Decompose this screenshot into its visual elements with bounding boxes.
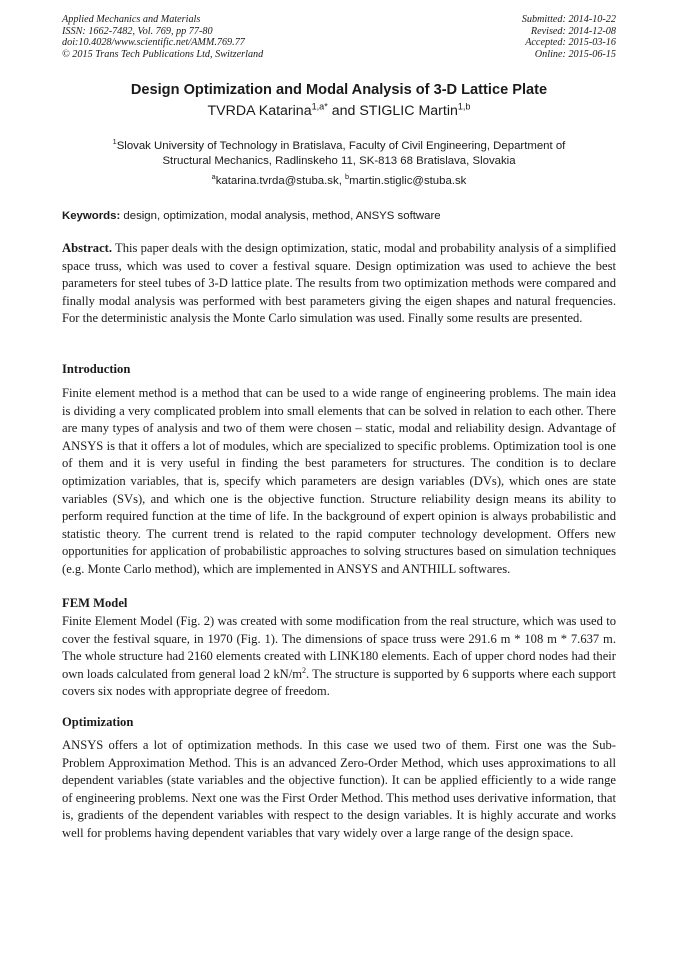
affiliation	[62, 139, 616, 169]
abstract	[62, 240, 616, 328]
issn-line: ISSN: 1662-7482, Vol. 769, pp 77-80	[62, 25, 213, 37]
email-a: katarina.tvrda@stuba.sk	[215, 175, 339, 187]
affiliation-line-1	[62, 139, 616, 154]
keywords	[62, 210, 616, 222]
author-connector: and	[327, 103, 360, 119]
author-line	[0, 103, 678, 119]
publication-header	[62, 14, 616, 60]
section-heading-fem-model: FEM Model	[62, 596, 128, 610]
section-text-optimization: ANSYS offers a lot of optimization methods. In this case we used two of them. First one was the Sub-Problem Approximation Method. This is an advanced Zero-Order Method, which uses approximations to all dependent variables (state variables and the objective function). It can be applied efficiently to a wide range of engineering problems. Next one was the First Order Method. This method uses derivative information, that is, gradients of the dependent variables with respect to the design variables. It is highly accurate and works well for problems having dependent variables that vary widely over a large range of the design space.	[62, 738, 616, 840]
header-right	[522, 14, 616, 60]
author-1-affil-sup: 1,a*	[311, 101, 328, 112]
online-date: Online: 2015-06-15	[534, 48, 616, 60]
email-separator: ,	[338, 175, 346, 187]
affiliation-line-1-text: Slovak University of Technology in Bratislava, Faculty of Civil Engineering, Department of	[116, 140, 566, 152]
fem-text-part-2: . The structure is supported by 6 supports where each support covers six nodes with appropriate degree of freedom.	[62, 666, 616, 699]
author-2-affil-sup: 1,b	[457, 101, 471, 112]
abstract-text: This paper deals with the design optimization, static, modal and probability analysis of a simplified space truss, which was used to cover a festival square. Design optimization was used to achieve the best parameters for steel tubes of 3-D lattice plate. The results from two optimization methods were compared and finally modal analysis was performed with best parameters giving the eigen shapes and natural frequencies. For the deterministic analysis the Monte Carlo simulation was used. Finally some results are presented.	[62, 241, 616, 326]
author-1: TVRDA Katarina	[207, 103, 312, 119]
email-line	[0, 172, 678, 187]
revised-date: Revised: 2014-12-08	[530, 25, 616, 37]
email-a-sup: a	[211, 172, 216, 182]
accepted-date: Accepted: 2015-03-16	[525, 37, 616, 49]
keywords-label: Keywords:	[62, 210, 121, 222]
section-heading-introduction: Introduction	[62, 362, 131, 376]
section-text-introduction: Finite element method is a method that can be used to a wide range of engineering problems. The main idea is dividing a very complicated problem into small elements that can be solved in relation to each other. There are many types of analysis and two of them were chosen – static, modal and reliability design. Advantage of ANSYS is that it offers a lot of modules, which are specialized to specific problems. Optimization tool is one of them and it is very useful in finding the best parameters for structures. The condition is to declare optimization variables, that is, specify which parameters are design variables (DVs), which ones are state variables (SVs), and which one is the objective function. Structure reliability design means its ability to perform required function at the time of life. In the background of expert opinion is always probabilistic and statistic theory. The current trend is related to the rapid computer technology development. Offers new opportunities for application of probabilistic approaches to solving structures based on simulation techniques (e.g. Monte Carlo method), which are implemented in ANSYS and ANTHILL softwares.	[62, 386, 616, 576]
abstract-label: Abstract.	[62, 241, 113, 255]
affiliation-sup: 1	[112, 137, 117, 147]
doi-line: doi:10.4028/www.scientific.net/AMM.769.77	[62, 37, 245, 49]
header-left	[62, 14, 263, 60]
submitted-date: Submitted: 2014-10-22	[521, 14, 616, 25]
section-text-fem-model	[62, 613, 616, 701]
paper-title: Design Optimization and Modal Analysis of 3-D Lattice Plate	[130, 82, 548, 98]
section-heading-optimization: Optimization	[62, 715, 134, 729]
keywords-text: design, optimization, modal analysis, method, ANSYS software	[120, 210, 441, 222]
fem-unit-sup: 2	[302, 665, 307, 675]
fem-text-part-1: Finite Element Model (Fig. 2) was created with some modification from the real structure, which was used to cover the festival square, in 1970 (Fig. 1). The dimensions of space truss were 291.6 m * 108 m * 7.637 m. The whole structure had 2160 elements created with LINK180 elements. Each of upper chord nodes had their own loads calculated from general load 2 kN/m	[62, 614, 616, 681]
author-2: STIGLIC Martin	[359, 103, 458, 119]
email-b-sup: b	[345, 172, 350, 182]
copyright-line: © 2015 Trans Tech Publications Ltd, Switzerland	[62, 48, 264, 60]
journal-name: Applied Mechanics and Materials	[62, 14, 201, 25]
email-b: martin.stiglic@stuba.sk	[349, 175, 467, 187]
affiliation-line-2: Structural Mechanics, Radlinskeho 11, SK-813 68 Bratislava, Slovakia	[162, 154, 516, 167]
